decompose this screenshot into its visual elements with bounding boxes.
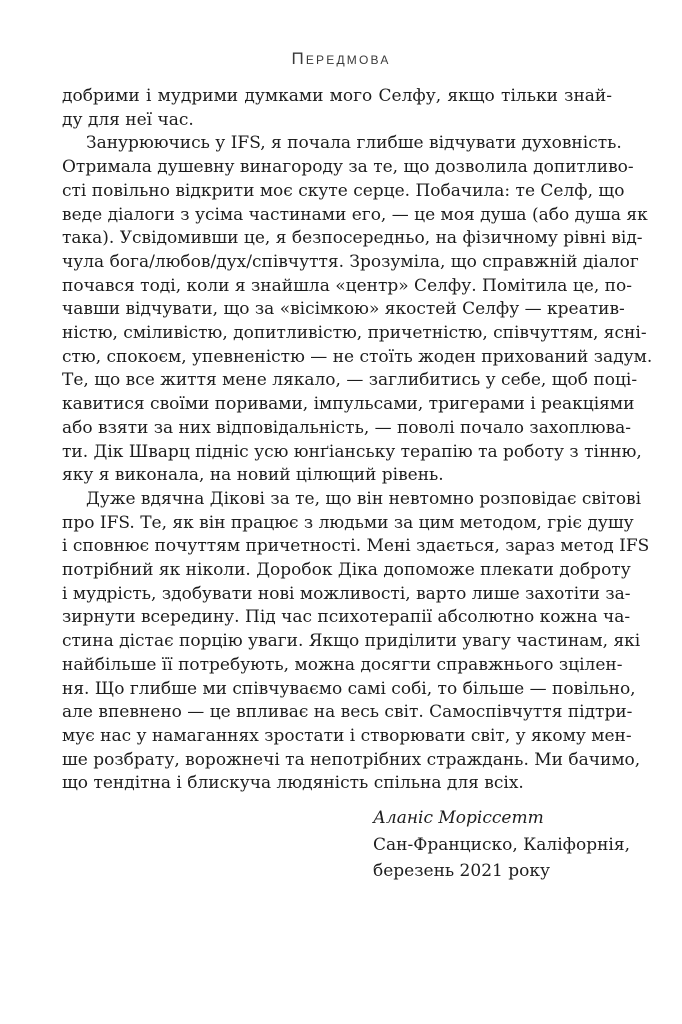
signature-author-name: Аланіс Моріссетт	[373, 808, 544, 828]
body-line: добрими і мудрими думками мого Селфу, якщо тільки знай-	[62, 86, 612, 106]
body-line: стина дістає порцію уваги. Якщо приділити увагу частинам, які	[62, 631, 641, 652]
body-line: Отримала душевну винагороду за те, що дозволила допитливо-	[62, 157, 634, 178]
body-line: потрібний як ніколи. Доробок Діка допоможе плекати доброту	[62, 560, 631, 581]
body-line: про IFS. Те, як він працює з людьми за цим методом, гріє душу	[62, 512, 634, 533]
body-line: така). Усвідомивши це, я безпосередньо, на фізичному рівні від-	[62, 228, 643, 249]
signature-block	[373, 805, 630, 885]
body-line: зирнути всередину. Під час психотерапії абсолютно кожна ча-	[62, 607, 631, 628]
body-line: або взяти за них відповідальність, — поволі почало захоплюва-	[62, 417, 632, 438]
body-line: найбільше її потребують, можна досягти справжнього зцілен-	[62, 654, 623, 675]
body-line: веде діалоги з усіма частинами его, — це моя душа (або душа як	[62, 204, 648, 225]
running-head: Передмова	[291, 49, 391, 68]
body-line: сті повільно відкрити моє скуте серце. Побачила: те Селф, що	[62, 180, 625, 201]
paragraph	[62, 488, 650, 796]
body-line: ти. Дік Шварц підніс усю юнґіанську терапію та роботу з тінню,	[62, 441, 642, 462]
body-text	[62, 85, 653, 796]
body-line: Те, що все життя мене лякало, — заглибитись у себе, щоб поці-	[62, 370, 638, 391]
paragraph	[62, 85, 612, 132]
body-line: але впевнено — це впливає на весь світ. Самоспівчуття підтри-	[62, 702, 633, 723]
body-line: чавши відчувати, що за «вісімкою» якостей Селфу — креатив-	[62, 299, 625, 320]
body-line: яку я виконала, на новий цілющий рівень.	[62, 465, 444, 486]
body-line: кавитися своїми поривами, імпульсами, тригерами і реакціями	[62, 394, 635, 415]
body-line: і сповнює почуттям причетності. Мені здається, зараз метод IFS	[62, 536, 650, 557]
body-line: ше розбрату, ворожнечі та непотрібних страждань. Ми бачимо,	[62, 749, 641, 770]
signature-location: Сан-Франциско, Каліфорнія,	[373, 834, 630, 855]
body-line: і мудрість, здобувати нові можливості, варто лише захотіти за-	[62, 583, 631, 604]
signature-date: березень 2021 року	[373, 861, 550, 881]
body-line: ня. Що глибше ми співчуваємо самі собі, то більше — повільно,	[62, 678, 636, 699]
body-line: чула бога/любов/дух/співчуття. Зрозуміла, що справжній діалог	[62, 251, 639, 272]
paragraph	[62, 132, 653, 488]
body-line: стю, спокоєм, упевненістю — не стоїть жоден прихований задум.	[62, 346, 653, 367]
body-line: мує нас у намаганнях зростати і створювати світ, у якому мен-	[62, 725, 632, 746]
body-line: ністю, сміливістю, допитливістю, причетністю, співчуттям, ясні-	[62, 323, 647, 344]
body-line: почався тоді, коли я знайшла «центр» Селфу. Помітила це, по-	[62, 275, 632, 296]
body-line: що тендітна і блискуча людяність спільна для всіх.	[62, 773, 524, 794]
body-line: Дуже вдячна Дікові за те, що він невтомно розповідає світові	[86, 488, 642, 509]
body-line: Занурюючись у IFS, я почала глибше відчувати духовність.	[86, 133, 622, 154]
body-line: ду для неї час.	[62, 109, 194, 130]
